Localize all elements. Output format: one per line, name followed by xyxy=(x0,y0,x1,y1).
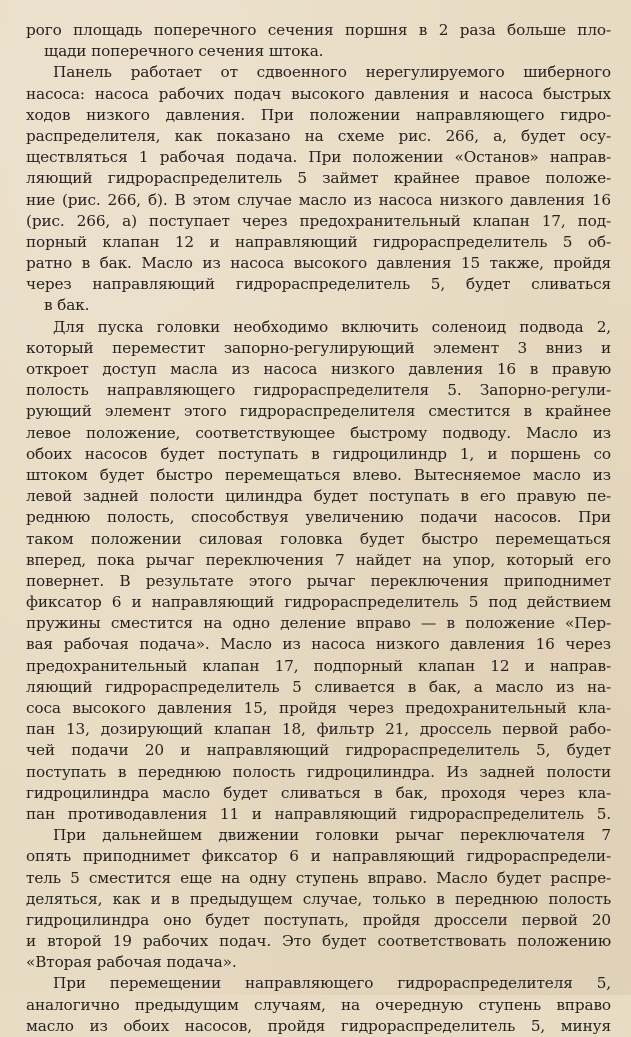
text-line: При перемещении направляющего гидрораспределителя 5, xyxy=(53,974,611,993)
text-line: повернет. В результате этого рычаг переключения приподнимет xyxy=(26,571,611,590)
text-line: распределителя, как показано на схеме рис. 266, а, будет осу- xyxy=(26,126,611,145)
text-line: который переместит запорно-регулирующий элемент 3 вниз и xyxy=(26,338,611,357)
text-line: левое положение, соответствующее быстрому подводу. Масло из xyxy=(26,423,611,442)
text-line: аналогично предыдущим случаям, на очередную ступень вправо xyxy=(26,995,611,1014)
text-line: опять приподнимет фиксатор 6 и направляющий гидрораспредели- xyxy=(26,847,611,866)
text-line: пан 13, дозирующий клапан 18, фильтр 21, дроссель первой рабо- xyxy=(26,720,611,739)
text-line: масло из обоих насосов, пройдя гидрораспределитель 5, минуя xyxy=(26,1016,611,1035)
text-line: ляющий гидрораспределитель 5 сливается в бак, а масло из на- xyxy=(26,677,611,696)
text-line: предохранительный клапан 17, подпорный клапан 12 и направ- xyxy=(26,656,611,675)
text-line: вперед, пока рычаг переключения 7 найдет на упор, который его xyxy=(26,550,611,569)
text-line: рующий элемент этого гидрораспределителя сместится в крайнее xyxy=(26,402,611,421)
text-line: через направляющий гидрораспределитель 5, будет сливаться xyxy=(26,275,611,294)
text-line: насоса: насоса рабочих подач высокого давления и насоса быстрых xyxy=(26,84,611,103)
text-line: гидроцилиндра оно будет поступать, пройдя дроссели первой 20 xyxy=(26,910,611,929)
text-line: щади поперечного сечения штока. xyxy=(44,42,324,61)
text-line: порный клапан 12 и направляющий гидрораспределитель 5 об- xyxy=(26,232,611,251)
text-line: ляющий гидрораспределитель 5 займет крайнее правое положе- xyxy=(26,169,611,188)
text-line: деляться, как и в предыдущем случае, только в переднюю полость xyxy=(26,889,611,908)
text-line: тель 5 сместится еще на одну ступень вправо. Масло будет распре- xyxy=(26,868,611,887)
text-line: в бак. xyxy=(44,296,90,315)
text-line: Панель работает от сдвоенного нерегулируемого шиберного xyxy=(53,63,611,82)
text-line: Для пуска головки необходимо включить соленоид подвода 2, xyxy=(53,317,611,336)
text-line: чей подачи 20 и направляющий гидрораспределитель 5, будет xyxy=(26,741,611,760)
text-line: «Вторая рабочая подача». xyxy=(26,953,237,972)
text-line: поступать в переднюю полость гидроцилиндра. Из задней полости xyxy=(26,762,611,781)
text-line: ходов низкого давления. При положении направляющего гидро- xyxy=(26,105,611,124)
text-line: (рис. 266, а) поступает через предохранительный клапан 17, под- xyxy=(26,211,611,230)
text-line: левой задней полости цилиндра будет поступать в его правую пе- xyxy=(26,487,611,506)
text-line: откроет доступ масла из насоса низкого давления 16 в правую xyxy=(26,360,611,378)
text-line: ществляться 1 рабочая подача. При положении «Останов» направ- xyxy=(26,148,611,167)
text-line: рого площадь поперечного сечения поршня в 2 раза больше пло- xyxy=(26,21,611,39)
text-line: пружины сместится на одно деление вправо — в положение «Пер- xyxy=(26,614,611,633)
page-text xyxy=(26,20,611,1037)
text-line: При дальнейшем движении головки рычаг переключателя 7 xyxy=(53,826,611,845)
text-line: фиксатор 6 и направляющий гидрораспределитель 5 под действием xyxy=(26,593,611,612)
text-line: гидроцилиндра масло будет сливаться в бак, проходя через кла- xyxy=(26,783,611,802)
text-line: реднюю полость, способствуя увеличению подачи насосов. При xyxy=(26,508,611,527)
text-line: соса высокого давления 15, пройдя через предохранительный кла- xyxy=(26,699,611,717)
text-line: штоком будет быстро перемещаться влево. Вытесняемое масло из xyxy=(26,465,611,484)
text-line: ние (рис. 266, б). В этом случае масло из насоса низкого давления 16 xyxy=(26,190,611,209)
text-line: пан противодавления 11 и направляющий гидрораспределитель 5. xyxy=(26,804,611,823)
text-line: полость направляющего гидрораспределителя 5. Запорно-регули- xyxy=(26,381,611,400)
text-line: вая рабочая подача». Масло из насоса низкого давления 16 через xyxy=(26,635,611,654)
text-line: обоих насосов будет поступать в гидроцилиндр 1, и поршень со xyxy=(26,444,611,463)
text-line: ратно в бак. Масло из насоса высокого давления 15 также, пройдя xyxy=(26,254,611,273)
text-line: таком положении силовая головка будет быстро перемещаться xyxy=(26,529,611,548)
text-line: и второй 19 рабочих подач. Это будет соответствовать положению xyxy=(26,932,611,951)
